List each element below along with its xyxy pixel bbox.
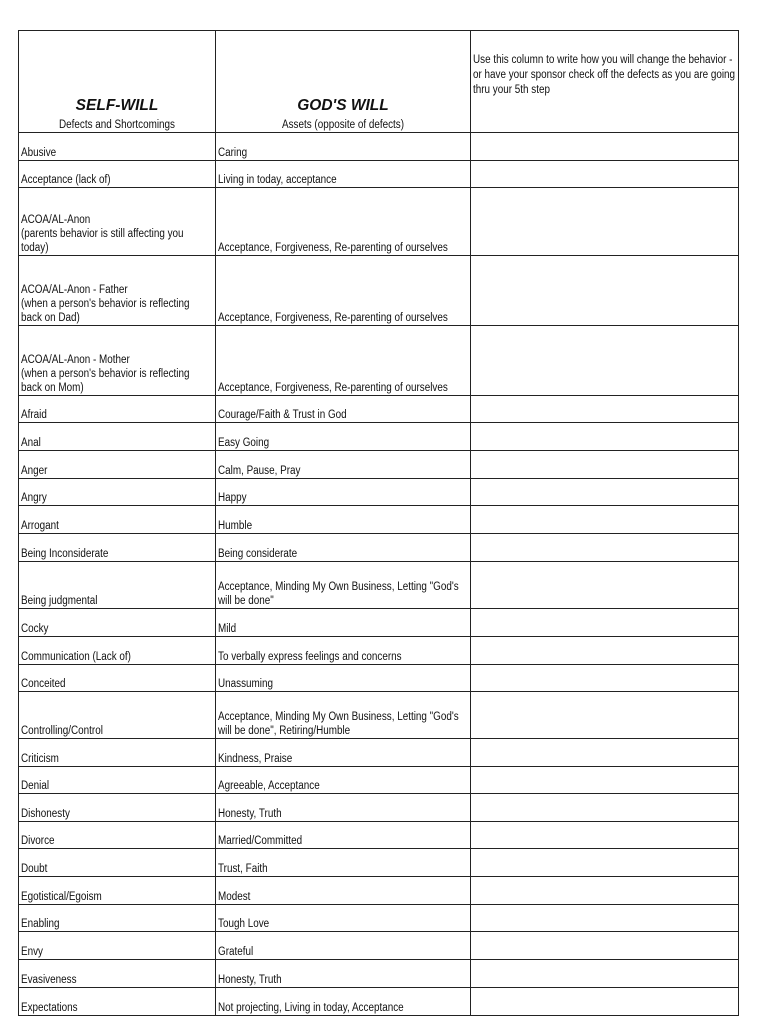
table-row [19, 932, 739, 960]
defect-text: Divorce [21, 835, 55, 847]
table-row [19, 479, 739, 506]
asset-cell [216, 562, 471, 609]
defects-assets-table [18, 30, 739, 1016]
defect-text: Angry [21, 492, 47, 504]
asset-text: Married/Committed [218, 835, 303, 847]
defect-text: Denial [21, 780, 50, 792]
defect-text: Abusive [21, 147, 57, 159]
notes-cell[interactable] [471, 256, 739, 326]
defect-cell [19, 822, 216, 849]
table-row [19, 562, 739, 609]
self-will-header [19, 31, 216, 133]
defect-cell [19, 960, 216, 988]
table-row [19, 637, 739, 665]
table-row [19, 161, 739, 188]
defect-cell [19, 767, 216, 794]
defect-cell [19, 609, 216, 637]
defect-cell [19, 932, 216, 960]
notes-cell[interactable] [471, 877, 739, 905]
defect-text: Enabling [21, 918, 60, 930]
change-behavior-header [471, 31, 739, 133]
asset-cell [216, 877, 471, 905]
notes-cell[interactable] [471, 960, 739, 988]
asset-cell [216, 849, 471, 877]
defect-cell [19, 133, 216, 161]
defect-cell [19, 739, 216, 767]
defect-text: Acceptance (lack of) [21, 174, 111, 186]
notes-cell[interactable] [471, 692, 739, 739]
gods-will-header [216, 31, 471, 133]
defect-text: Arrogant [21, 520, 59, 532]
asset-text: Living in today, acceptance [218, 174, 337, 186]
asset-text: Trust, Faith [218, 863, 268, 875]
table-row [19, 506, 739, 534]
defect-cell [19, 326, 216, 396]
table-row [19, 794, 739, 822]
defect-cell [19, 451, 216, 479]
asset-cell [216, 326, 471, 396]
defect-text: Criticism [21, 753, 59, 765]
notes-cell[interactable] [471, 423, 739, 451]
defect-text: Envy [21, 946, 43, 958]
table-row [19, 133, 739, 161]
table-row [19, 988, 739, 1016]
asset-text: Mild [218, 623, 237, 635]
defect-cell [19, 479, 216, 506]
defect-text: Communication (Lack of) [21, 651, 131, 663]
defect-cell [19, 423, 216, 451]
defect-cell [19, 562, 216, 609]
notes-cell[interactable] [471, 326, 739, 396]
gods-will-title: GOD'S WILL [297, 97, 389, 114]
asset-cell [216, 794, 471, 822]
asset-cell [216, 665, 471, 692]
defect-cell [19, 849, 216, 877]
asset-cell [216, 396, 471, 423]
asset-text: Acceptance, Minding My Own Business, Letting "God's will be done", Retiring/Humble [218, 711, 459, 737]
defect-text: ACOA/AL-Anon - Mother (when a person's behavior is reflecting back on Mom) [21, 354, 190, 394]
defect-cell [19, 665, 216, 692]
asset-cell [216, 188, 471, 256]
defect-text: Afraid [21, 409, 47, 421]
asset-text: To verbally express feelings and concerns [218, 651, 402, 663]
defect-cell [19, 794, 216, 822]
table-row [19, 877, 739, 905]
notes-cell[interactable] [471, 905, 739, 932]
table-row [19, 822, 739, 849]
defect-cell [19, 692, 216, 739]
asset-cell [216, 534, 471, 562]
gods-will-subtitle: Assets (opposite of defects) [281, 119, 405, 131]
notes-cell[interactable] [471, 506, 739, 534]
table-row [19, 451, 739, 479]
defect-cell [19, 905, 216, 932]
defect-cell [19, 256, 216, 326]
asset-text: Tough Love [218, 918, 270, 930]
notes-cell[interactable] [471, 188, 739, 256]
header-row [19, 31, 739, 133]
table-row [19, 396, 739, 423]
asset-cell [216, 506, 471, 534]
table-row [19, 665, 739, 692]
asset-text: Agreeable, Acceptance [218, 780, 320, 792]
defect-cell [19, 534, 216, 562]
notes-cell[interactable] [471, 562, 739, 609]
defect-text: Cocky [21, 623, 49, 635]
defect-cell [19, 988, 216, 1016]
notes-cell[interactable] [471, 479, 739, 506]
asset-text: Humble [218, 520, 253, 532]
asset-text: Caring [218, 147, 248, 159]
defect-text: Dishonesty [21, 808, 70, 820]
asset-text: Acceptance, Forgiveness, Re-parenting of ourselves [218, 382, 448, 394]
asset-text: Easy Going [218, 437, 270, 449]
asset-text: Being considerate [218, 548, 298, 560]
asset-cell [216, 256, 471, 326]
asset-text: Kindness, Praise [218, 753, 293, 765]
defect-text: Expectations [21, 1002, 78, 1014]
asset-cell [216, 905, 471, 932]
asset-cell [216, 767, 471, 794]
table-row [19, 423, 739, 451]
defect-text: Controlling/Control [21, 725, 103, 737]
defect-text: Anger [21, 465, 48, 477]
asset-text: Calm, Pause, Pray [218, 465, 301, 477]
notes-cell[interactable] [471, 849, 739, 877]
notes-cell[interactable] [471, 794, 739, 822]
notes-cell[interactable] [471, 396, 739, 423]
asset-cell [216, 739, 471, 767]
notes-cell[interactable] [471, 451, 739, 479]
asset-cell [216, 161, 471, 188]
notes-cell[interactable] [471, 932, 739, 960]
asset-cell [216, 932, 471, 960]
asset-text: Acceptance, Forgiveness, Re-parenting of ourselves [218, 312, 448, 324]
asset-cell [216, 451, 471, 479]
table-row [19, 326, 739, 396]
notes-cell[interactable] [471, 988, 739, 1016]
asset-cell [216, 960, 471, 988]
defect-cell [19, 637, 216, 665]
self-will-title: SELF-WILL [75, 97, 159, 114]
table-row [19, 256, 739, 326]
defect-cell [19, 161, 216, 188]
asset-text: Acceptance, Forgiveness, Re-parenting of ourselves [218, 242, 448, 254]
table-row [19, 849, 739, 877]
asset-text: Honesty, Truth [218, 808, 282, 820]
defect-text: Doubt [21, 863, 48, 875]
asset-cell [216, 423, 471, 451]
asset-cell [216, 692, 471, 739]
defect-cell [19, 188, 216, 256]
notes-cell[interactable] [471, 133, 739, 161]
asset-text: Happy [218, 492, 247, 504]
defect-cell [19, 877, 216, 905]
asset-text: Courage/Faith & Trust in God [218, 409, 347, 421]
defect-text: Egotistical/Egoism [21, 891, 102, 903]
table-row [19, 767, 739, 794]
notes-cell[interactable] [471, 822, 739, 849]
defect-text: Conceited [21, 678, 66, 690]
defect-text: ACOA/AL-Anon - Father (when a person's behavior is reflecting back on Dad) [21, 284, 190, 324]
notes-cell[interactable] [471, 767, 739, 794]
asset-cell [216, 609, 471, 637]
table-row [19, 960, 739, 988]
notes-cell[interactable] [471, 739, 739, 767]
asset-text: Modest [218, 891, 251, 903]
asset-cell [216, 988, 471, 1016]
asset-text: Not projecting, Living in today, Acceptance [218, 1002, 404, 1014]
table-row [19, 739, 739, 767]
self-will-subtitle: Defects and Shortcomings [59, 119, 175, 131]
defect-text: Anal [21, 437, 41, 449]
table-row [19, 188, 739, 256]
notes-cell[interactable] [471, 534, 739, 562]
defect-text: Evasiveness [21, 974, 77, 986]
defect-text: Being judgmental [21, 595, 98, 607]
table-row [19, 692, 739, 739]
asset-text: Unassuming [218, 678, 273, 690]
notes-cell[interactable] [471, 609, 739, 637]
defect-text: ACOA/AL-Anon (parents behavior is still affecting you today) [21, 214, 184, 254]
asset-cell [216, 637, 471, 665]
asset-cell [216, 822, 471, 849]
notes-cell[interactable] [471, 637, 739, 665]
notes-cell[interactable] [471, 665, 739, 692]
asset-text: Grateful [218, 946, 254, 958]
table-row [19, 609, 739, 637]
asset-text: Acceptance, Minding My Own Business, Letting "God's will be done" [218, 581, 459, 607]
change-behavior-note: Use this column to write how you will change the behavior - or have your sponsor check off the defects as you are going thru your 5th step [473, 54, 736, 96]
asset-cell [216, 133, 471, 161]
notes-cell[interactable] [471, 161, 739, 188]
defect-cell [19, 506, 216, 534]
table-row [19, 534, 739, 562]
table-row [19, 905, 739, 932]
asset-text: Honesty, Truth [218, 974, 282, 986]
defect-text: Being Inconsiderate [21, 548, 109, 560]
asset-cell [216, 479, 471, 506]
defect-cell [19, 396, 216, 423]
